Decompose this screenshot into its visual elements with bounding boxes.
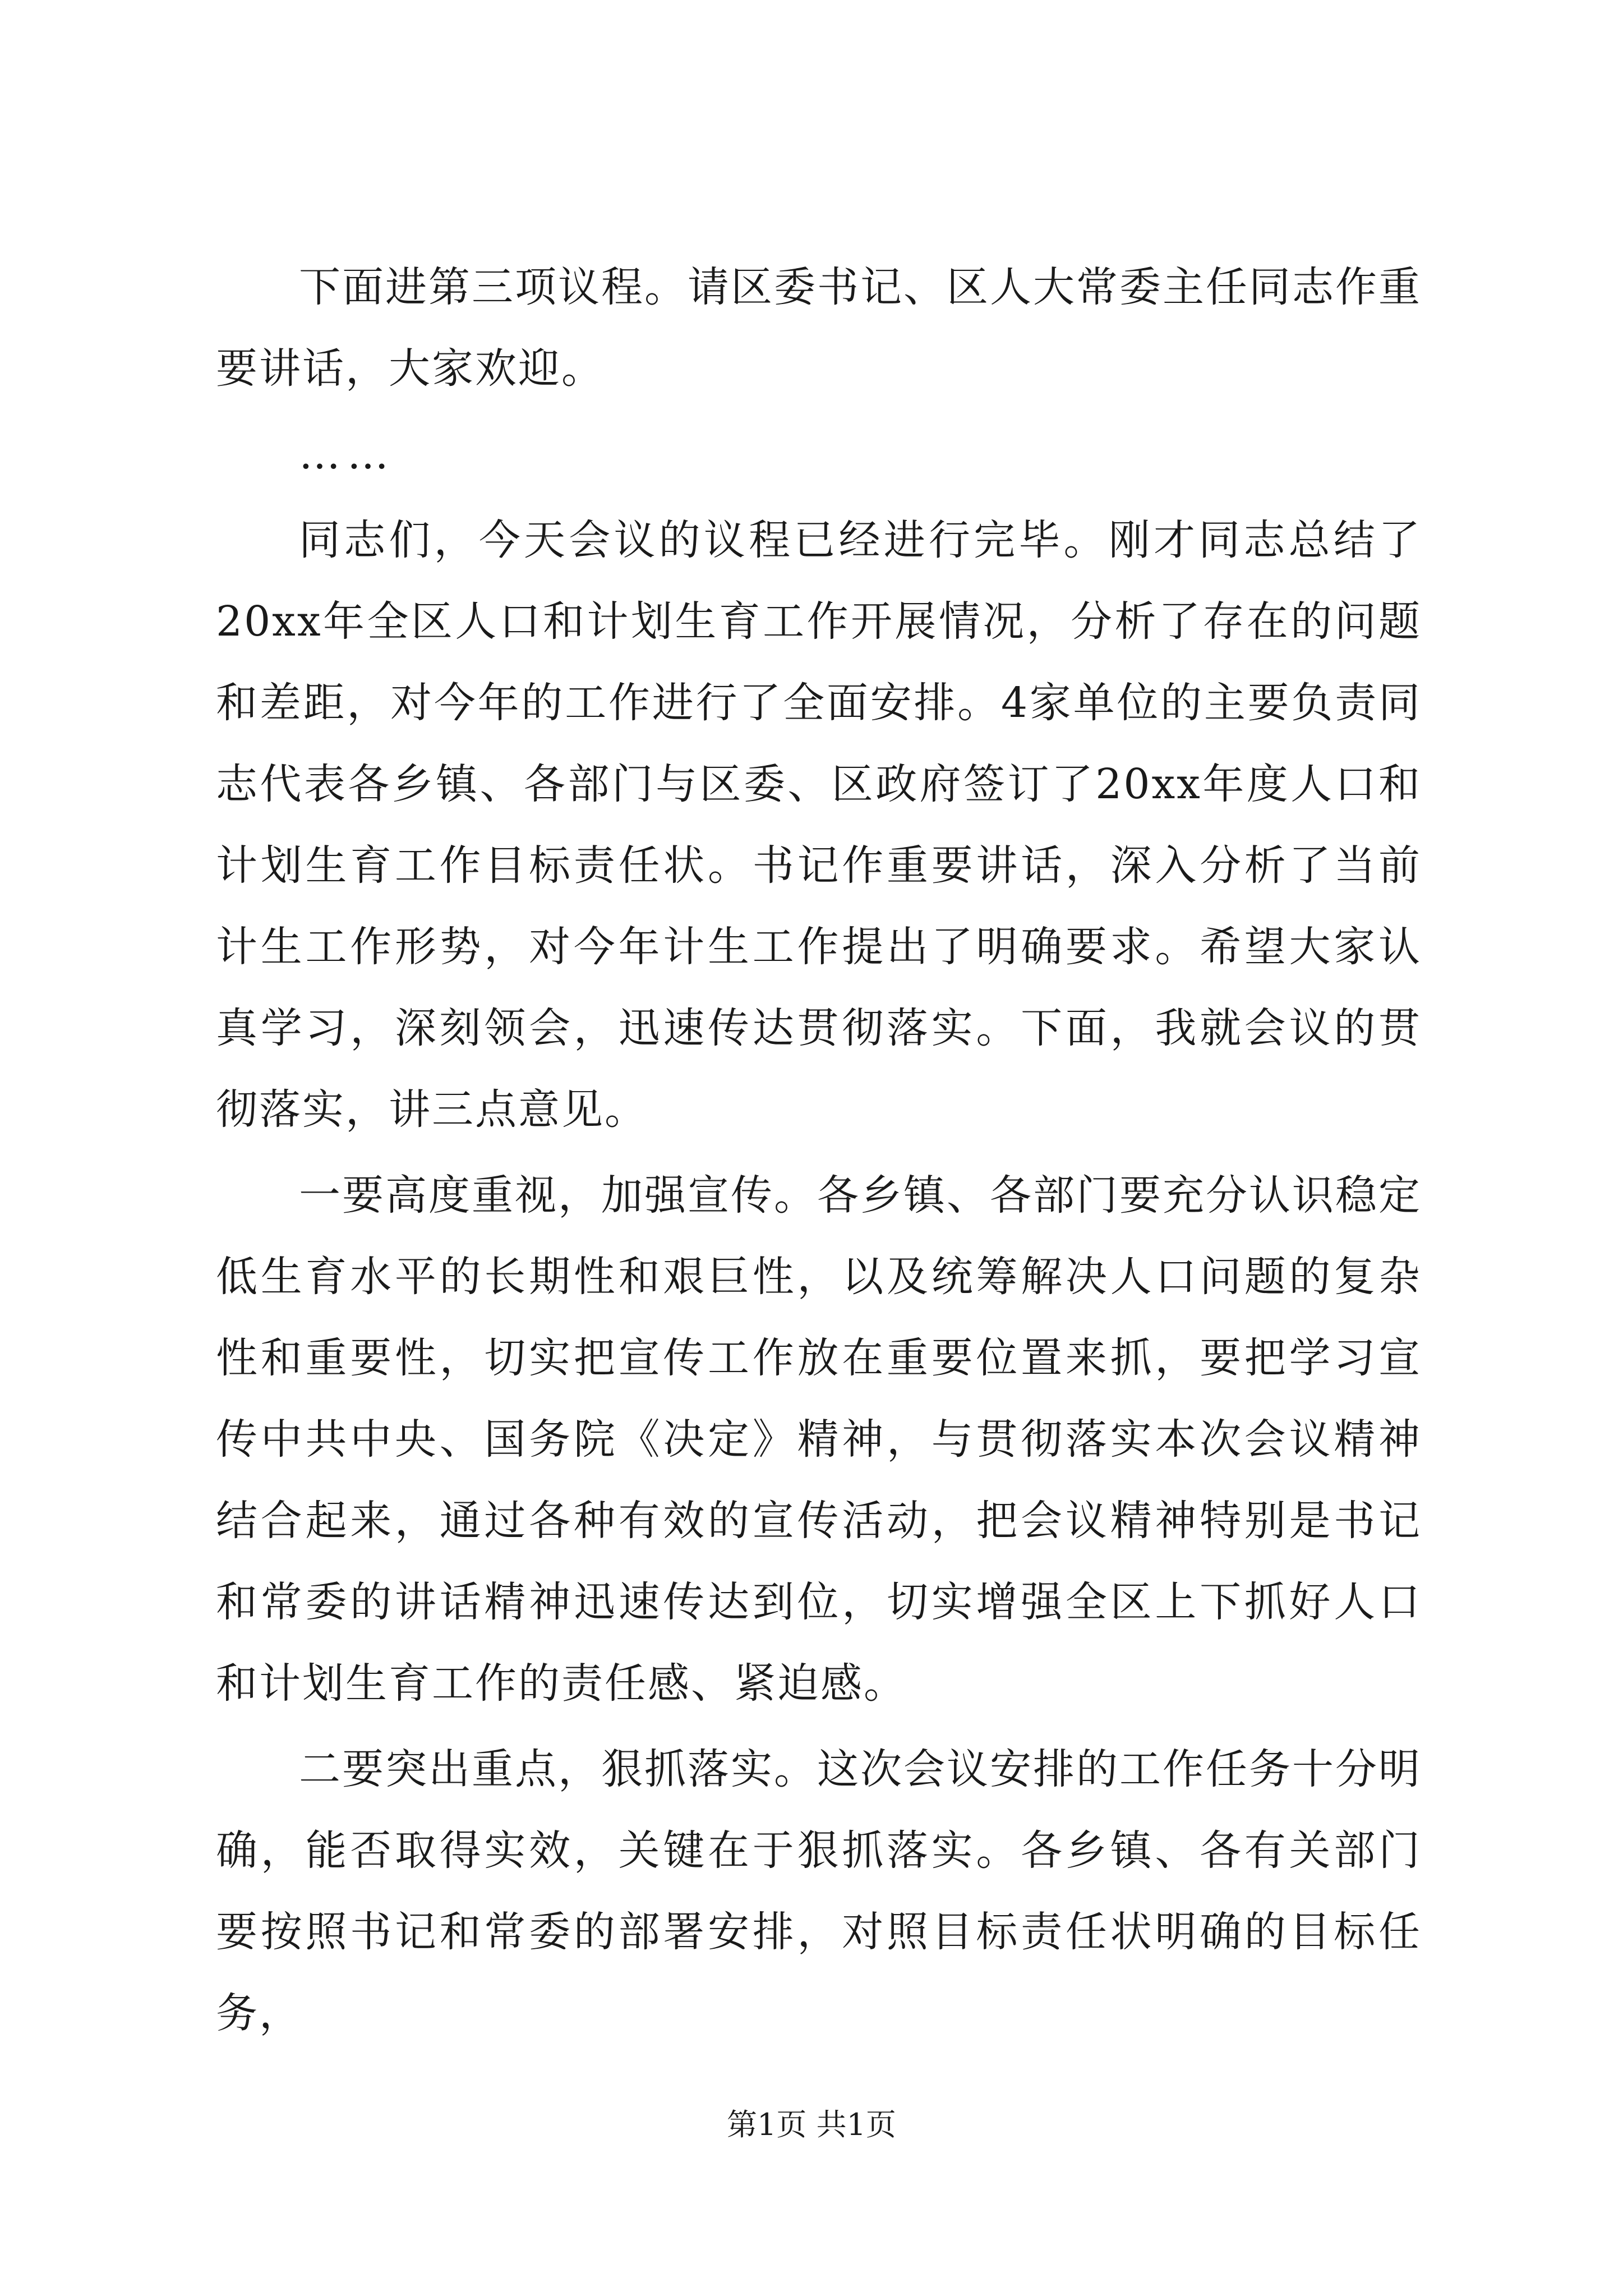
paragraph-agenda: 下面进第三项议程。请区委书记、区人大常委主任同志作重要讲话，大家欢迎。 [216,263,1422,393]
page-number-footer: 第1页 共1页 [727,2107,896,2142]
paragraph-summary: 同志们，今天会议的议程已经进行完毕。刚才同志总结了20xx年全区人口和计划生育工作开展情况，分析了存在的问题和差距，对今年的工作进行了全面安排。4家单位的主要负责同志代表各乡镇、各部门与区委、区政府签订了20xx年度人口和计划生育工作目标责任状。书记作重要讲话，深入分析了当前计生工作形势，对今年计生工作提出了明确要求。希望大家认真学习，深刻领会，迅速传达贯彻落实。下面，我就会议的贯彻落实，讲三点意见。 [216,516,1422,1134]
paragraph-ellipsis: …… [299,430,395,478]
document-body [216,247,1422,2059]
paragraph-point-two: 二要突出重点，狠抓落实。这次会议安排的工作任务十分明确，能否取得实效，关键在于狠抓落实。各乡镇、各有关部门要按照书记和常委的部署安排，对照目标责任状明确的目标任务， [216,1745,1422,2037]
paragraph-point-one: 一要高度重视，加强宣传。各乡镇、各部门要充分认识稳定低生育水平的长期性和艰巨性，以及统筹解决人口问题的复杂性和重要性，切实把宣传工作放在重要位置来抓，要把学习宣传中共中央、国务院《决定》精神，与贯彻落实本次会议精神结合起来，通过各种有效的宣传活动，把会议精神特别是书记和常委的讲话精神迅速传达到位，切实增强全区上下抓好人口和计划生育工作的责任感、紧迫感。 [216,1171,1422,1708]
